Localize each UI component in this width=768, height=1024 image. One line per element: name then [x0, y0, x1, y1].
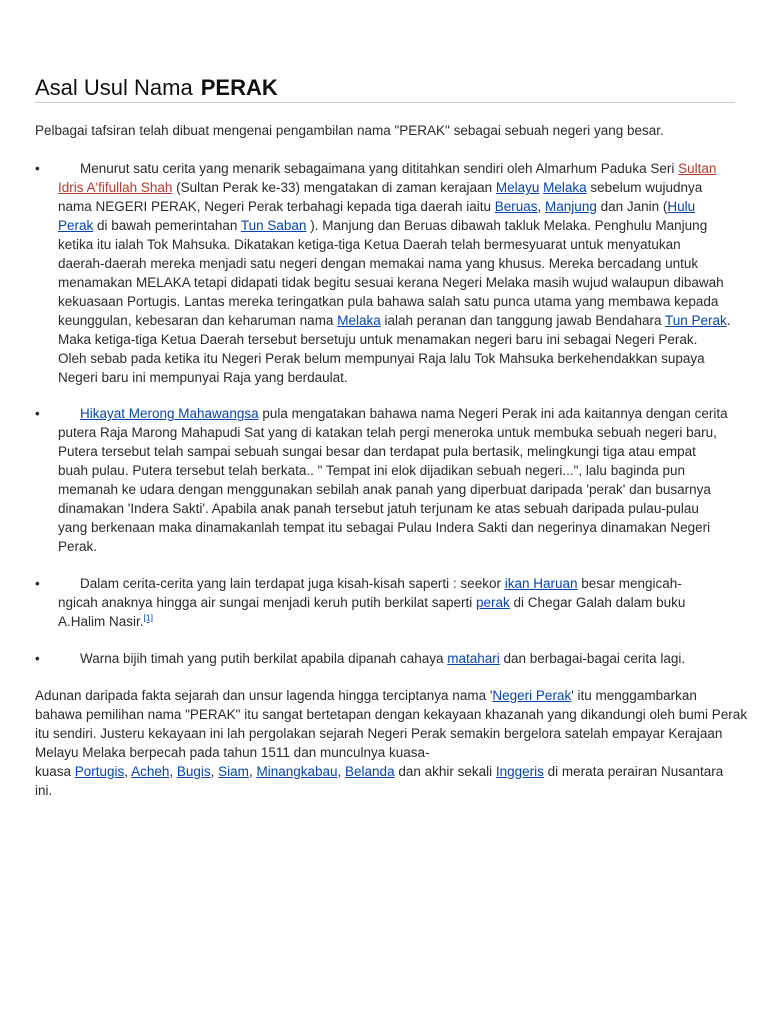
text-run: di Chegar Galah dalam buku: [509, 595, 686, 610]
text-run: dan berbagai-bagai cerita lagi.: [499, 651, 686, 666]
bullet-marker: •: [35, 576, 40, 591]
link-hulu[interactable]: Hulu: [667, 199, 696, 214]
text-line: [35, 705, 748, 724]
text-run: kuasa: [35, 764, 75, 779]
text-run: dan Janin (: [596, 199, 668, 214]
text-line: [58, 593, 735, 612]
text-run: putera Raja Marong Mahapudi Sat yang di katakan telah pergi meneroka untuk membuka sebuah negeri baru,: [58, 425, 717, 440]
text-run: nama NEGERI PERAK, Negeri Perak terbahagi kepada tiga daerah iaitu: [58, 199, 495, 214]
intro-paragraph: [35, 121, 735, 140]
text-run: Warna bijih timah yang putih berkilat apabila dipanah cahaya: [80, 651, 448, 666]
bullet-text: [58, 574, 735, 631]
text-line: [58, 254, 735, 273]
link-belanda[interactable]: Belanda: [345, 764, 395, 779]
text-run: ngicah anaknya hingga air sungai menjadi keruh putih berkilat saperti: [58, 595, 477, 610]
text-line: [35, 781, 735, 800]
text-run: ,: [248, 764, 257, 779]
text-line: [58, 235, 735, 254]
title-emphasis: PERAK: [200, 75, 278, 100]
text-run: Putera tersebut telah sampai sebuah sungai besar dan terdapat pula bertasik, melingkungi tiga atau empat: [58, 444, 696, 459]
text-run: ini.: [35, 783, 53, 798]
text-line: [58, 273, 735, 292]
text-line: [58, 461, 735, 480]
text-line: [58, 368, 735, 387]
text-run: kekuasaan Portugis. Lantas mereka teringatkan pula bahawa salah satu punca utama yang membawa kepada: [58, 294, 719, 309]
text-run: ,: [169, 764, 177, 779]
text-run: besar mengicah-: [577, 576, 682, 591]
text-run: buah pulau. Putera tersebut telah berkata.. " Tempat ini elok dijadikan sebuah negeri...", lalu baginda pun: [58, 463, 686, 478]
text-line: [58, 292, 735, 311]
text-line: [58, 311, 735, 330]
text-run: ,: [537, 199, 546, 214]
link-tun-saban[interactable]: Tun Saban: [240, 218, 307, 233]
text-line: [58, 159, 735, 178]
text-line: [35, 121, 735, 140]
text-run: bahawa pemilihan nama "PERAK" itu sangat bertetapan dengan kekayaan khazanah yang dikandungi oleh bumi Perak: [35, 707, 748, 722]
text-line: [58, 404, 735, 423]
text-run: pula mengatakan bahawa nama Negeri Perak ini ada kaitannya dengan cerita: [258, 406, 728, 421]
page-title: [35, 74, 278, 102]
link-bugis[interactable]: Bugis: [176, 764, 211, 779]
text-run: Maka ketiga-tiga Ketua Daerah tersebut bersetuju untuk menamakan negeri baru ini sebagai Negeri Perak.: [58, 332, 698, 347]
text-run: Melayu Melaka berpecah pada tahun 1511 dan munculnya kuasa-: [35, 745, 430, 760]
link-melaka[interactable]: Melaka: [337, 313, 381, 328]
link-beruas[interactable]: Beruas: [494, 199, 538, 214]
reference-1[interactable]: [1]: [143, 612, 153, 623]
conclusion-paragraph: [35, 686, 748, 800]
text-run: ). Manjung dan Beruas dibawah takluk Melaka. Penghulu Manjung: [306, 218, 708, 233]
text-run: di bawah pemerintahan: [93, 218, 241, 233]
text-line: [58, 442, 735, 461]
text-run: keunggulan, kebesaran dan keharuman nama: [58, 313, 338, 328]
link-matahari[interactable]: matahari: [447, 651, 500, 666]
text-run: daerah-daerah mereka menjadi satu negeri dengan memakai nama yang khusus. Mereka bercadang untuk: [58, 256, 699, 271]
text-run: Perak.: [58, 539, 98, 554]
text-run: Pelbagai tafsiran telah dibuat mengenai pengambilan nama "PERAK" sebagai sebuah negeri yang besar.: [35, 123, 664, 138]
text-line: [58, 499, 735, 518]
text-line: [58, 574, 735, 593]
link-acheh[interactable]: Acheh: [131, 764, 170, 779]
text-run: ,: [124, 764, 132, 779]
link-tun-perak[interactable]: Tun Perak: [664, 313, 727, 328]
redlink-sultan[interactable]: Sultan: [678, 161, 717, 176]
text-run: Menurut satu cerita yang menarik sebagaimana yang dititahkan sendiri oleh Almarhum Paduka Seri: [80, 161, 679, 176]
text-run: .: [726, 313, 731, 328]
text-run: sebelum wujudnya: [586, 180, 703, 195]
title-divider: [35, 102, 735, 103]
text-line: [58, 216, 735, 235]
bullet-text: [58, 404, 735, 556]
text-line: [58, 330, 735, 349]
link-negeri-perak[interactable]: Negeri Perak: [492, 688, 572, 703]
text-run: (Sultan Perak ke-33) mengatakan di zaman kerajaan: [172, 180, 496, 195]
text-line: [58, 197, 735, 216]
text-run: ,: [337, 764, 346, 779]
text-run: ,: [210, 764, 219, 779]
text-run: Negeri baru ini mempunyai Raja yang berdaulat.: [58, 370, 348, 385]
text-run: dinamakan 'Indera Sakti'. Apabila anak panah tersebut jatuh terjunam ke atas sebuah daripada pulau-pulau: [58, 501, 699, 516]
text-line: [35, 724, 735, 743]
text-run: menamakan MELAKA tetapi didapati tidak begitu sesuai kerana Negeri Melaka masih wujud walaupun dibawah: [58, 275, 724, 290]
link-perak[interactable]: perak: [476, 595, 510, 610]
link-manjung[interactable]: Manjung: [545, 199, 597, 214]
text-run: ' itu menggambarkan: [571, 688, 697, 703]
text-run: itu sendiri. Justeru kekayaan ini lah pergolakan sejarah Negeri Perak semakin bergelora satelah empayar Kerajaan: [35, 726, 723, 741]
text-line: [58, 480, 735, 499]
text-run: dan akhir sekali: [394, 764, 496, 779]
text-line: [58, 423, 735, 442]
link-perak[interactable]: Perak: [58, 218, 94, 233]
link-inggeris[interactable]: Inggeris: [495, 764, 544, 779]
link-hikayat-merong-mahawangsa[interactable]: Hikayat Merong Mahawangsa: [80, 406, 259, 421]
bullet-marker: •: [35, 406, 40, 421]
text-run: di merata perairan Nusantara: [543, 764, 724, 779]
bullet-marker: •: [35, 161, 40, 176]
text-line: [35, 762, 735, 781]
text-line: [58, 518, 735, 537]
link-siam[interactable]: Siam: [218, 764, 249, 779]
text-run: ketika itu ialah Tok Mahsuka. Dikatakan ketiga-tiga Ketua Daerah telah bermesyuarat untuk menyatukan: [58, 237, 681, 252]
text-line: [58, 537, 735, 556]
text-line: [58, 612, 735, 631]
text-run: Adunan daripada fakta sejarah dan unsur lagenda hingga terciptanya nama ': [35, 688, 493, 703]
bullet-text: [58, 159, 735, 387]
text-run: Oleh sebab pada ketika itu Negeri Perak belum mempunyai Raja lalu Tok Mahsuka berkehendakkan supaya: [58, 351, 705, 366]
text-line: [58, 649, 735, 668]
text-run: yang berkenaan maka dinamakanlah tempat itu sebagai Pulau Indera Sakti dan negerinya dinamakan Negeri: [58, 520, 711, 535]
title-text: Asal Usul Nama: [35, 75, 193, 100]
bullet-marker: •: [35, 651, 40, 666]
bullet-text: [58, 649, 735, 668]
text-run: memanah ke udara dengan menggunakan sebilah anak panah yang diperbuat daripada 'perak' dan busarnya: [58, 482, 711, 497]
text-run: ialah peranan dan tanggung jawab Bendahara: [380, 313, 665, 328]
text-run: A.Halim Nasir.: [58, 614, 144, 629]
link-melayu[interactable]: Melayu: [495, 180, 540, 195]
text-line: [58, 349, 735, 368]
text-line: [58, 178, 735, 197]
redlink-idris-a-fifullah-shah[interactable]: Idris A'fifullah Shah: [58, 180, 173, 195]
text-line: [35, 686, 735, 705]
link-melaka[interactable]: Melaka: [543, 180, 587, 195]
text-line: [35, 743, 735, 762]
link-ikan-haruan[interactable]: ikan Haruan: [504, 576, 578, 591]
link-portugis[interactable]: Portugis: [74, 764, 125, 779]
link-minangkabau[interactable]: Minangkabau: [256, 764, 338, 779]
text-run: Dalam cerita-cerita yang lain terdapat juga kisah-kisah saperti : seekor: [80, 576, 505, 591]
